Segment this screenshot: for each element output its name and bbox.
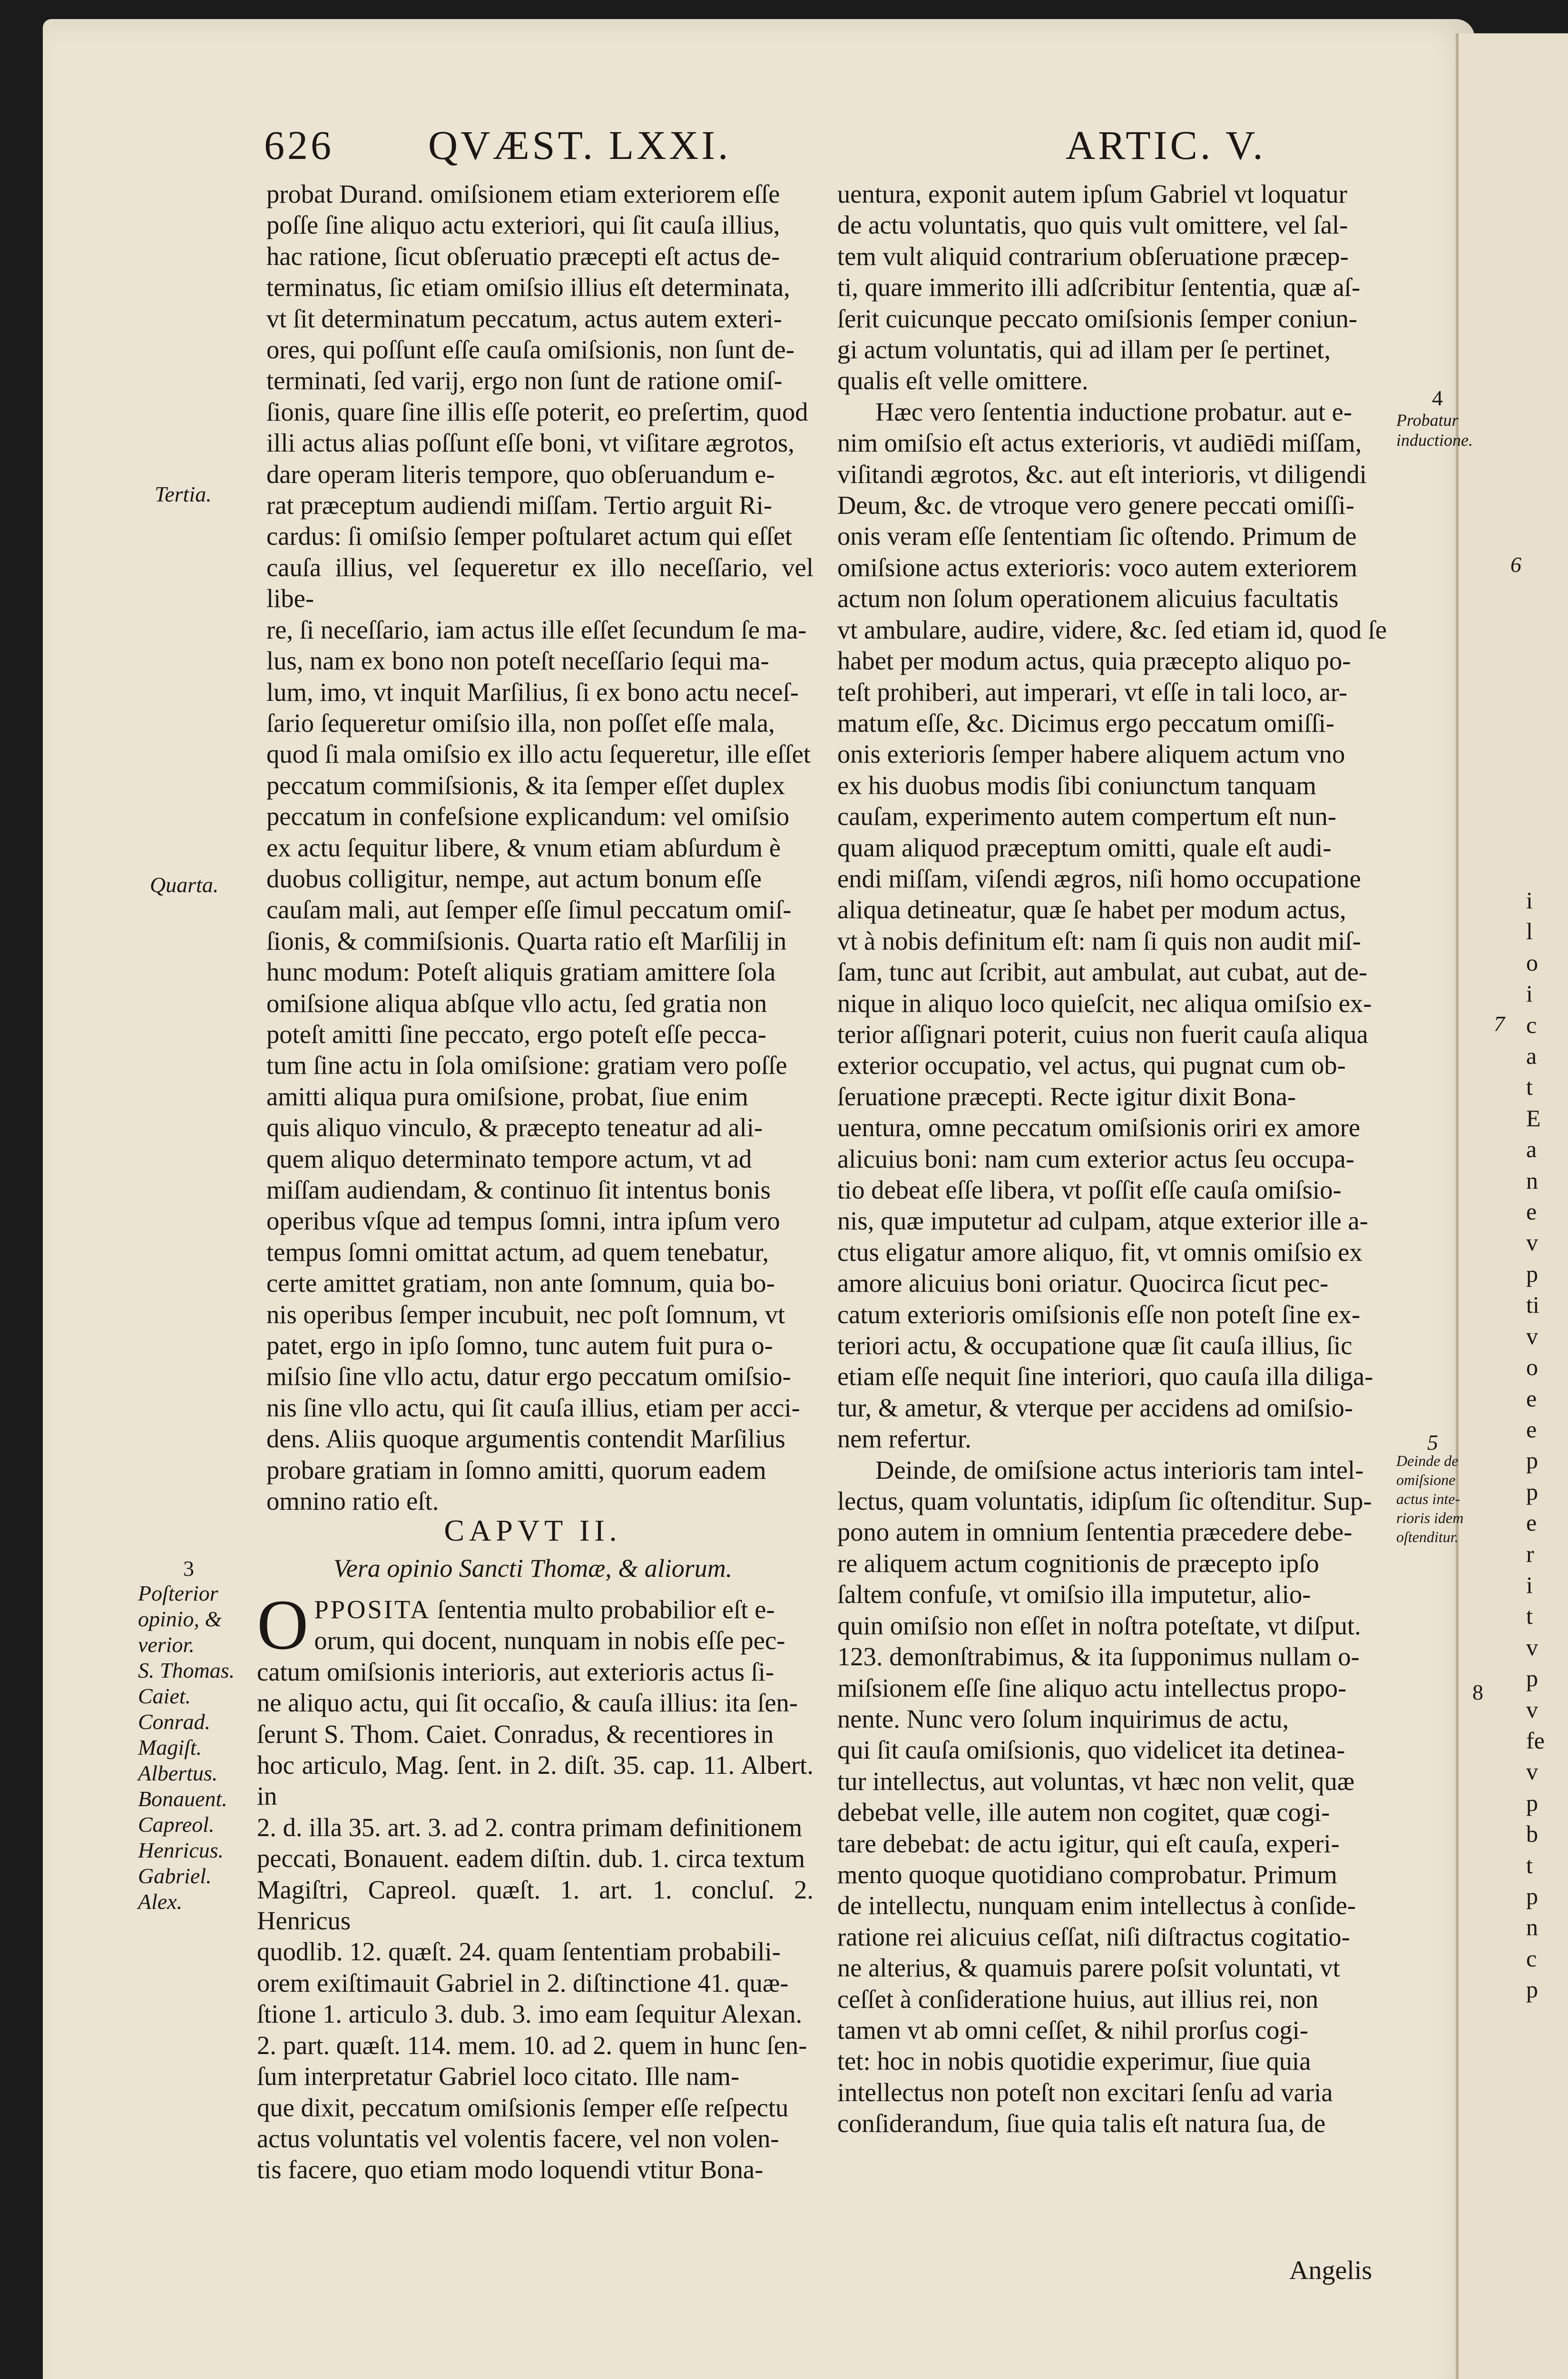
articulus-heading: ARTIC. V. — [1066, 122, 1266, 168]
text-line: lus, nam ex bono non poteſt neceſſario ſequi ma- — [266, 646, 769, 676]
margin-number-8: 8 — [1472, 1680, 1483, 1704]
text-line: conſiderandum, ſiue quia talis eſt natura ſua, de — [837, 2109, 1326, 2138]
margin-note-line: omiſsione — [1396, 1471, 1456, 1488]
text-line: etiam eſſe nequit ſine interiori, quo cauſa illa diliga- — [837, 1362, 1373, 1391]
text-line: vt ambulare, audire, videre, &c. ſed etiam id, quod ſe — [837, 615, 1387, 644]
text-line: ores, qui poſſunt eſſe cauſa omiſsionis, non ſunt de- — [266, 335, 794, 364]
text-line: endi miſſam, viſendi ægros, niſi homo occupatione — [837, 864, 1361, 893]
text-line: aliqua detineatur, quæ ſe habet per modum actus, — [837, 895, 1346, 924]
text-line: terminatus, ſic etiam omiſsio illius eſt determinata, — [266, 273, 790, 302]
margin-number-4: 4 — [1432, 386, 1443, 410]
text-line: Deinde, de omiſsione actus interioris tam intel- — [875, 1455, 1364, 1484]
text-line: tamen vt ab omni ceſſet, & nihil prorſus cogi- — [837, 2015, 1309, 2045]
text-line: ſam, tunc aut ſcribit, aut ambulat, aut cubat, aut de- — [837, 957, 1368, 987]
text-line: cardus: ſi omiſsio ſemper poſtularet actum qui eſſet — [266, 521, 793, 551]
facing-page-fragment: p — [1526, 1789, 1538, 1816]
facing-page-fragment: p — [1526, 1447, 1538, 1474]
margin-note-line: rioris idem — [1396, 1509, 1464, 1526]
text-line: tare debebat: de actu igitur, qui eſt cauſa, experi- — [837, 1828, 1340, 1858]
text-line: ſum interpretatur Gabriel loco citato. Ille nam- — [257, 2062, 740, 2091]
text-line: hoc articulo, Mag. ſent. in 2. diſt. 35. cap. 11. Albert. in — [257, 1750, 813, 1811]
margin-number-3: 3 — [183, 1556, 194, 1581]
text-line: ne alterius, & quamuis parere poſsit voluntati, vt — [837, 1953, 1340, 1983]
text-line: dare operam literis tempore, quo obſeruandum e- — [266, 459, 775, 489]
text-line: Hæc vero ſententia inductione probatur. aut e- — [875, 397, 1352, 426]
text-line: nis operibus ſemper incubuit, nec poſt ſomnum, vt — [266, 1299, 785, 1329]
text-line: certe amittet gratiam, non ante ſomnum, quia bo- — [266, 1268, 775, 1298]
drop-cap: O — [257, 1585, 309, 1664]
text-line: ex his duobus modis ſibi coniunctum tanquam — [837, 770, 1316, 800]
text-line: ſario ſequeretur omiſsio illa, non poſſet eſſe mala, — [266, 708, 775, 737]
text-line: qualis eſt velle omittere. — [837, 366, 1088, 395]
margin-authority: Magiſt. — [138, 1735, 202, 1760]
text-line: exterior occupatio, vel actus, qui pugnat cum ob- — [837, 1051, 1346, 1080]
text-line: cauſa illius, vel ſequeretur ex illo neceſſario, vel libe- — [266, 552, 813, 613]
text-line: terior aſſignari poterit, cuius non fuerit cauſa aliqua — [837, 1019, 1368, 1049]
margin-authority: Poſterior — [138, 1581, 218, 1605]
text-line: probat Durand. omiſsionem etiam exteriorem eſſe — [266, 179, 780, 208]
margin-note-line: inductione. — [1396, 431, 1473, 450]
text-line: 123. demonſtrabimus, & ita ſupponimus nullam o- — [837, 1642, 1360, 1671]
margin-authority: Albertus. — [138, 1761, 218, 1785]
text-line: peccatum in confeſsione explicandum: vel omiſsio — [266, 802, 790, 831]
text-line: tem vult aliquid contrarium obſeruatione præcep- — [837, 241, 1349, 271]
text-line: illi actus alias poſſunt eſſe boni, vt viſitare ægrotos, — [266, 428, 794, 458]
text-line: ſionis, quare ſine illis eſſe poterit, eo preſertim, quod — [266, 397, 808, 426]
text-line: 2. d. illa 35. art. 3. ad 2. contra primam definitionem — [257, 1812, 803, 1842]
facing-page-fragment: n — [1526, 1914, 1538, 1941]
text-line: re, ſi neceſſario, iam actus ille eſſet ſecundum ſe ma- — [266, 615, 807, 644]
right-column — [837, 178, 1389, 2139]
facing-page-fragment: p — [1526, 1478, 1538, 1505]
facing-page-fragment: l — [1526, 918, 1533, 945]
facing-page-fragment: e — [1526, 1385, 1537, 1412]
facing-page-fragment: i — [1526, 980, 1533, 1007]
margin-authority: opinio, & — [138, 1607, 222, 1631]
text-line: teriori actu, & occupatione quæ ſit cauſa illius, ſic — [837, 1331, 1352, 1360]
text-line: uentura, omne peccatum omiſsionis oriri ex amore — [837, 1113, 1361, 1142]
facing-page-fragment: p — [1526, 1665, 1538, 1692]
text-line: gi actum voluntatis, qui ad illam per ſe pertinet, — [837, 335, 1331, 364]
text-line: ſeruatione præcepti. Recte igitur dixit Bona- — [837, 1081, 1296, 1111]
text-line: hunc modum: Poteſt aliquis gratiam amittere ſola — [266, 957, 776, 987]
chapter-title: CAPVT II. — [444, 1514, 622, 1547]
margin-note-deinde — [1396, 1451, 1463, 1546]
margin-authority: verior. — [138, 1632, 195, 1657]
facing-page-fragment: fe — [1526, 1727, 1545, 1754]
margin-note-line: actus inte- — [1396, 1490, 1460, 1507]
margin-number-5: 5 — [1427, 1430, 1438, 1455]
text-line: intellectus non poteſt non excitari ſenſu ad varia — [837, 2077, 1333, 2107]
facing-page-fragment: e — [1526, 1509, 1537, 1536]
facing-page-fragment: o — [1526, 949, 1538, 976]
text-line: orem exiſtimauit Gabriel in 2. diſtinctione 41. quæ- — [257, 1968, 789, 1997]
text-line: tur, & ametur, & vterque per accidens ad omiſsio- — [837, 1393, 1353, 1422]
text-line: que dixit, peccatum omiſsionis ſemper eſſe reſpectu — [257, 2093, 789, 2122]
margin-number-7: 7 — [1494, 1012, 1505, 1036]
text-line: onis veram eſſe ſententiam ſic oſtendo. Primum de — [837, 521, 1357, 551]
facing-page-fragment: v — [1526, 1229, 1538, 1256]
facing-page-fragment: t — [1526, 1851, 1533, 1878]
text-line: ctus eligatur amore aliquo, fit, vt omnis omiſsio ex — [837, 1237, 1362, 1267]
text-line: ſtione 1. articulo 3. dub. 3. imo eam ſequitur Alexan. — [257, 1999, 803, 2029]
text-line: ne aliquo actu, qui ſit occaſio, & cauſa illius: ita ſen- — [257, 1688, 798, 1718]
text-line: lum, imo, vt inquit Marſilius, ſi ex bono actu neceſ- — [266, 677, 799, 707]
margin-authority: Gabriel. — [138, 1864, 212, 1888]
text-line: terminati, ſed varij, ergo non ſunt de ratione omiſ- — [266, 366, 783, 395]
text-line: ratione rei alicuius ceſſat, niſi diſtractus cogitatio- — [837, 1922, 1350, 1951]
text-line: quod ſi mala omiſsio ex illo actu ſequeretur, ille eſſet — [266, 739, 811, 769]
text-line: catum exterioris omiſsionis eſſe non poteſt ſine ex- — [837, 1299, 1361, 1329]
facing-page-fragment: ti — [1526, 1291, 1539, 1318]
text-line: onis exterioris ſemper habere aliquem actum vno — [837, 739, 1345, 769]
text-line: re aliquem actum cognitionis de præcepto ipſo — [837, 1548, 1319, 1578]
margin-authority: S. Thomas. — [138, 1658, 235, 1682]
text-line: qui ſit cauſa omiſsionis, quo videlicet ita detinea- — [837, 1735, 1345, 1765]
facing-page-fragments — [1526, 885, 1568, 2005]
text-line: cauſam, experimento autem compertum eſt nun- — [837, 802, 1337, 831]
facing-page-fragment: c — [1526, 1945, 1537, 1972]
text-line: operibus vſque ad tempus ſomni, intra ipſum vero — [266, 1206, 780, 1236]
text-line: duobus colligitur, nempe, aut actum bonum eſſe — [266, 864, 762, 893]
text-line: ſerit cuicunque peccato omiſsionis ſemper coniun- — [837, 304, 1358, 333]
facing-page-fragment: b — [1526, 1820, 1538, 1848]
text-line: dens. Aliis quoque argumentis contendit Marſilius — [266, 1424, 785, 1454]
margin-note-line: oſtenditur. — [1396, 1528, 1459, 1545]
margin-authority: Henricus. — [138, 1838, 224, 1862]
text-line: patet, ergo in ipſo ſomno, tunc autem fuit pura o- — [266, 1331, 773, 1360]
text-line: de intellectu, nunquam enim intellectus à conſide- — [837, 1891, 1356, 1920]
facing-page-fragment: p — [1526, 1883, 1538, 1909]
text-line: vt à nobis definitum eſt: nam ſi quis non audit miſ- — [837, 926, 1361, 955]
chapter-body — [257, 1585, 813, 2185]
page-number: 626 — [264, 122, 334, 168]
text-line: cauſam mali, aut ſemper eſſe ſimul peccatum omiſ- — [266, 895, 792, 924]
text-line: tempus ſomni omittat actum, ad quem tenebatur, — [266, 1237, 769, 1267]
text-line: nis, quæ imputetur ad culpam, atque exterior ille a- — [837, 1206, 1368, 1236]
chapter-first-line: ſententia multo probabilior eſt e- — [437, 1595, 775, 1624]
text-line: tur intellectus, aut voluntas, vt hæc non velit, quæ — [837, 1766, 1355, 1796]
margin-authority: Alex. — [138, 1889, 183, 1914]
text-line: quin omiſsio non eſſet in noſtra poteſtate, vt diſput. — [837, 1611, 1361, 1640]
facing-page-fragment: a — [1526, 1136, 1537, 1163]
facing-page-fragment: i — [1526, 887, 1533, 914]
text-line: tet: hoc in nobis quotidie experimur, ſiue quia — [837, 2046, 1311, 2076]
text-line: teſt prohiberi, aut imperari, vt eſſe in tali loco, ar- — [837, 677, 1348, 707]
text-line: poteſt amitti ſine peccato, ergo poteſt eſſe pecca- — [266, 1019, 766, 1049]
facing-page-fragment: t — [1526, 1602, 1533, 1630]
facing-page-fragment: v — [1526, 1758, 1538, 1785]
text-line: vt ſit determinatum peccatum, actus autem exteri- — [266, 304, 782, 333]
text-line: uentura, exponit autem ipſum Gabriel vt loquatur — [837, 179, 1347, 208]
text-line: orum, qui docent, nunquam in nobis eſſe pec- — [314, 1626, 785, 1655]
catchword: Angelis — [1289, 2256, 1372, 2285]
text-line: quodlib. 12. quæſt. 24. quam ſententiam probabili- — [257, 1937, 781, 1966]
facing-page-fragment: t — [1526, 1073, 1533, 1101]
text-line: tum ſine actu in ſola omiſsione: gratiam vero poſſe — [266, 1051, 787, 1080]
facing-page-fragment: r — [1526, 1540, 1534, 1567]
text-line: ti, quare immerito illi adſcribitur ſententia, quæ aſ- — [837, 273, 1361, 302]
text-line: de actu voluntatis, quo quis vult omittere, vel ſal- — [837, 210, 1348, 240]
facing-page-fragment: o — [1526, 1354, 1538, 1381]
margin-note-probatur — [1396, 410, 1473, 450]
text-line: habet per modum actus, quia præcepto aliquo po- — [837, 646, 1351, 676]
text-line: ſaltem confuſe, vt omiſsio illa imputetur, alio- — [837, 1580, 1311, 1609]
text-line: catum omiſsionis interioris, aut exterioris actus ſi- — [257, 1657, 774, 1686]
text-line: viſitandi ægrotos, &c. aut eſt interioris, vt diligendi — [837, 459, 1367, 489]
facing-page-fragment: a — [1526, 1042, 1537, 1070]
margin-note-tertia: Tertia. — [155, 482, 212, 506]
text-line: ſionis, & commiſsionis. Quarta ratio eſt Marſilij in — [266, 926, 787, 955]
text-line: mento quoque quotidiano comprobatur. Primum — [837, 1859, 1337, 1889]
chapter-subtitle: Vera opinio Sancti Thomæ, & aliorum. — [333, 1554, 733, 1583]
text-line: omiſsione aliqua abſque vllo actu, ſed gratia non — [266, 988, 767, 1018]
text-line: omiſsione actus exterioris: voco autem exteriorem — [837, 552, 1358, 582]
text-line: 2. part. quæſt. 114. mem. 10. ad 2. quem in hunc ſen- — [257, 2030, 807, 2060]
margin-note-quarta: Quarta. — [150, 873, 219, 897]
text-line: omnino ratio eſt. — [266, 1486, 439, 1516]
text-line: amore alicuius boni oriatur. Quocirca ſicut pec- — [837, 1268, 1329, 1298]
left-column — [266, 178, 813, 1516]
margin-authorities — [138, 1581, 235, 1915]
text-line: quam aliquod præceptum omitti, quale eſt audi- — [837, 833, 1332, 862]
margin-authority: Bonauent. — [138, 1787, 227, 1811]
text-line: hac ratione, ſicut obſeruatio præcepti eſt actus de- — [266, 241, 780, 271]
text-line: miſſam audiendam, & continuo ſit intentus bonis — [266, 1175, 771, 1204]
text-line: debebat velle, ille autem non cogitet, quæ cogi- — [837, 1798, 1330, 1827]
text-line: alicuius boni: nam cum exterior actus ſeu occupa- — [837, 1144, 1354, 1173]
text-line: pono autem in omnium ſententia præcedere debe- — [837, 1517, 1352, 1547]
margin-authority: Caiet. — [138, 1684, 191, 1708]
margin-authority: Capreol. — [138, 1812, 215, 1837]
text-line: lectus, quam voluntatis, idipſum ſic oſtenditur. Sup- — [837, 1486, 1372, 1516]
text-line: nis ſine vllo actu, qui ſit cauſa illius, etiam per acci- — [266, 1393, 800, 1422]
text-line: nique in aliquo loco quieſcit, nec aliqua omiſsio ex- — [837, 988, 1372, 1018]
text-line: peccatum commiſsionis, & ita ſemper eſſet duplex — [266, 770, 785, 800]
text-line: miſsio ſine vllo actu, datur ergo peccatum omiſsio- — [266, 1362, 791, 1391]
text-line: rat præceptum audiendi miſſam. Tertio arguit Ri- — [266, 491, 773, 520]
facing-page-fragment: p — [1526, 1260, 1538, 1287]
text-line: probare gratiam in ſomno amitti, quorum eadem — [266, 1455, 766, 1484]
chapter-lines — [257, 1625, 813, 2185]
margin-authority: Conrad. — [138, 1710, 211, 1734]
text-line: poſſe ſine aliquo actu exteriori, qui ſit cauſa illius, — [266, 210, 780, 240]
text-line: quis aliquo vinculo, & præcepto teneatur ad ali- — [266, 1113, 763, 1142]
text-line: miſsionem eſſe ſine aliquo actu intellectus propo- — [837, 1673, 1347, 1702]
facing-page-fragment: p — [1526, 1976, 1538, 2003]
facing-page-fragment: e — [1526, 1416, 1537, 1443]
chapter-first-word: PPOSITA — [314, 1595, 431, 1624]
facing-page-fragment: n — [1526, 1167, 1538, 1194]
facing-page-fragment: v — [1526, 1696, 1538, 1723]
text-line: Deum, &c. de vtroque vero genere peccati omiſſi- — [837, 491, 1354, 520]
text-line: matum eſſe, &c. Dicimus ergo peccatum omiſſi- — [837, 708, 1335, 737]
facing-page-fragment: v — [1526, 1322, 1538, 1349]
text-line: quem aliquo determinato tempore actum, vt ad — [266, 1144, 752, 1173]
facing-page-fragment: c — [1526, 1011, 1537, 1038]
text-line: ceſſet à conſideratione huius, aut illius rei, non — [837, 1984, 1319, 2014]
facing-page-fragment: E — [1526, 1104, 1541, 1131]
facing-page-fragment: e — [1526, 1198, 1537, 1225]
margin-note-line: Probatur — [1396, 411, 1459, 430]
text-line: nente. Nunc vero ſolum inquirimus de actu, — [837, 1704, 1289, 1733]
margin-note-line: Deinde de — [1396, 1452, 1459, 1469]
text-line: ex actu ſequitur libere, & vnum etiam abſurdum è — [266, 833, 781, 862]
text-line: actum non ſolum operationem alicuius facultatis — [837, 584, 1339, 613]
text-line: nem refertur. — [837, 1424, 971, 1454]
quaestio-heading: QVÆST. LXXI. — [428, 122, 731, 168]
text-line: ſerunt S. Thom. Caiet. Conradus, & recentiores in — [257, 1719, 774, 1749]
text-line: tis facere, quo etiam modo loquendi vtitur Bona- — [257, 2155, 764, 2184]
text-line: actus voluntatis vel volentis facere, vel non volen- — [257, 2123, 779, 2153]
margin-number-6: 6 — [1510, 552, 1521, 577]
facing-page-fragment: i — [1526, 1571, 1533, 1598]
text-line: Magiſtri, Capreol. quæſt. 1. art. 1. concluſ. 2. Henricus — [257, 1875, 813, 1936]
facing-page-fragment: v — [1526, 1633, 1538, 1661]
text-line: amitti aliqua pura omiſsione, probat, ſiue enim — [266, 1081, 748, 1111]
text-line: peccati, Bonauent. eadem diſtin. dub. 1. circa textum — [257, 1844, 805, 1873]
text-line: nim omiſsio eſt actus exterioris, vt audiēdi miſſam, — [837, 428, 1362, 458]
text-line: tio debeat eſſe libera, vt poſſit eſſe cauſa omiſsio- — [837, 1175, 1342, 1204]
